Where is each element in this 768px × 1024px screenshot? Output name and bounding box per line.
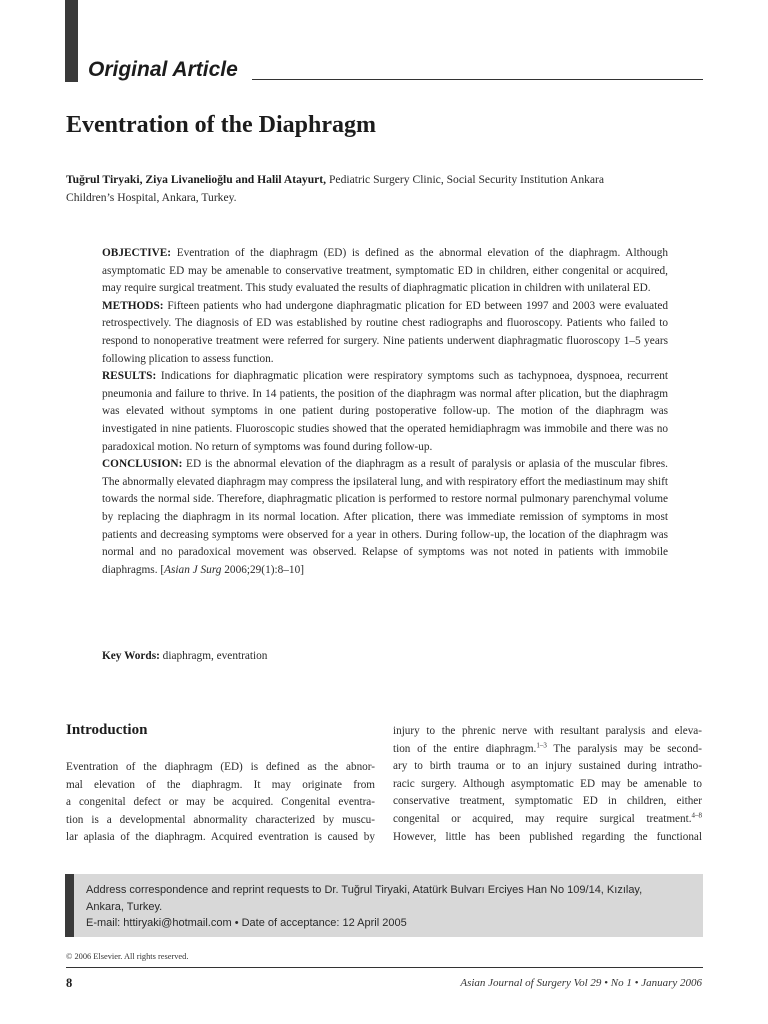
header-rule bbox=[252, 79, 703, 80]
body-line bbox=[393, 811, 702, 829]
objective-label: OBJECTIVE: bbox=[102, 247, 172, 259]
abstract-methods bbox=[102, 298, 668, 368]
correspondence-address: Address correspondence and reprint requests to Dr. Tuğrul Tiryaki, Atatürk Bulvarı Erciyes Han No 109/14, Kızılay, bbox=[86, 884, 643, 896]
reference-superscript: 4–8 bbox=[691, 811, 702, 820]
keywords bbox=[102, 650, 267, 662]
body-line: tion is a developmental abnormality characterized by muscu- bbox=[66, 813, 375, 826]
article-type-label: Original Article bbox=[88, 58, 238, 81]
body-line: mal elevation of the diaphragm. It may originate from bbox=[66, 778, 375, 791]
body-line: However, little has been published regarding the functional bbox=[393, 830, 702, 843]
body-line: injury to the phrenic nerve with resultant paralysis and eleva- bbox=[393, 725, 702, 737]
abstract bbox=[102, 245, 668, 579]
header-accent-bar bbox=[65, 0, 78, 82]
results-label: RESULTS: bbox=[102, 370, 157, 383]
body-column-left bbox=[66, 759, 375, 847]
reference-superscript: 1–3 bbox=[536, 740, 547, 749]
citation-journal: Asian J Surg bbox=[164, 563, 222, 576]
journal-reference: Asian Journal of Surgery Vol 29 • No 1 • January 2006 bbox=[460, 977, 702, 989]
methods-text: Fifteen patients who had undergone diaphragmatic plication for ED between 1997 and 2003 were evaluated retrospectively. The diagnosis of ED was established by routine chest radiographs and fluoroscopy. Patients who failed to respond to nonoperative treatment were referred for surgery. Nine patients underwent diaphragmatic fluoroscopy 1–5 years following plication to assess function. bbox=[102, 299, 668, 365]
body-line: conservative treatment, symptomatic ED in children, either bbox=[393, 795, 702, 808]
body-text: congenital or acquired, may require surgical treatment. bbox=[393, 812, 692, 825]
correspondence-email: E-mail: httiryaki@hotmail.com • Date of acceptance: 12 April 2005 bbox=[86, 917, 407, 929]
author-affiliation-cont: Children’s Hospital, Ankara, Turkey. bbox=[66, 191, 237, 204]
section-heading-introduction: Introduction bbox=[66, 722, 148, 738]
footer-rule bbox=[66, 967, 703, 968]
conclusion-label: CONCLUSION: bbox=[102, 458, 183, 471]
author-block bbox=[66, 171, 671, 207]
body-text: The paralysis may be second- bbox=[546, 742, 702, 755]
abstract-results bbox=[102, 368, 668, 456]
correspondence-box bbox=[65, 874, 703, 937]
correspondence-text bbox=[86, 882, 691, 932]
abstract-conclusion bbox=[102, 456, 668, 579]
body-line: Eventration of the diaphragm (ED) is defined as the abnor- bbox=[66, 761, 375, 773]
body-line: racic surgery. Although asymptomatic ED may be amenable to bbox=[393, 777, 702, 790]
copyright-notice: © 2006 Elsevier. All rights reserved. bbox=[66, 952, 189, 961]
abstract-objective bbox=[102, 245, 668, 298]
body-text: tion of the entire diaphragm. bbox=[393, 742, 537, 755]
citation-details: 2006;29(1):8–10] bbox=[221, 563, 304, 576]
correspondence-accent-bar bbox=[65, 874, 74, 937]
author-affiliation: Pediatric Surgery Clinic, Social Security Institution Ankara bbox=[326, 173, 605, 186]
page-number: 8 bbox=[66, 976, 73, 990]
body-line: lar aplasia of the diaphragm. Acquired eventration is caused by bbox=[66, 831, 375, 844]
objective-text: Eventration of the diaphragm (ED) is defined as the abnormal elevation of the diaphragm. Although asymptomatic ED may be amenable to conservative treatment, symptomatic ED in children, either congenital or acquired, may require surgical treatment. This study evaluated the results of diaphragmatic plication in children with unilateral ED. bbox=[102, 247, 668, 295]
keywords-label: Key Words: bbox=[102, 650, 160, 662]
methods-label: METHODS: bbox=[102, 299, 164, 312]
results-text: Indications for diaphragmatic plication were respiratory symptoms such as tachypnoea, dyspnoea, recurrent pneumonia and failure to thrive. In 14 patients, the position of the diaphragm was normal after plication, but the diaphragm was elevated without symptoms in one patient during postoperative follow-up. The motion of the diaphragm was investigated in nine patients. Fluoroscopic studies showed that the operated hemidiaphragm was immobile and there was no paradoxical motion. No return of symptoms was found during follow-up. bbox=[102, 370, 668, 453]
conclusion-text: ED is the abnormal elevation of the diaphragm as a result of paralysis or aplasia of the muscular fibres. The abnormally elevated diaphragm may compress the ipsilateral lung, and with respiratory effort the mediastinum may shift towards the normal side. Therefore, diaphragmatic plication is performed to restore normal pulmonary parenchymal volume by replacing the diaphragm in its normal location. After plication, there was immediate remission of symptoms in most patients and decreasing symptoms were observed for a year in others. During follow-up, the location of the diaphragm was normal and no paradoxical movement was observed. Relapse of symptoms was not noted in patients with immobile diaphragms. [ bbox=[102, 458, 668, 576]
correspondence-city: Ankara, Turkey. bbox=[86, 900, 163, 913]
body-line bbox=[393, 741, 702, 759]
author-names: Tuğrul Tiryaki, Ziya Livanelioğlu and Halil Atayurt, bbox=[66, 173, 327, 186]
keywords-text: diaphragm, eventration bbox=[159, 650, 268, 662]
article-title: Eventration of the Diaphragm bbox=[66, 112, 376, 138]
body-line: a congenital defect or may be acquired. Congenital eventra- bbox=[66, 796, 375, 809]
body-line: ary to birth trauma or to an injury sustained during intratho- bbox=[393, 760, 702, 773]
body-column-right bbox=[393, 723, 702, 846]
